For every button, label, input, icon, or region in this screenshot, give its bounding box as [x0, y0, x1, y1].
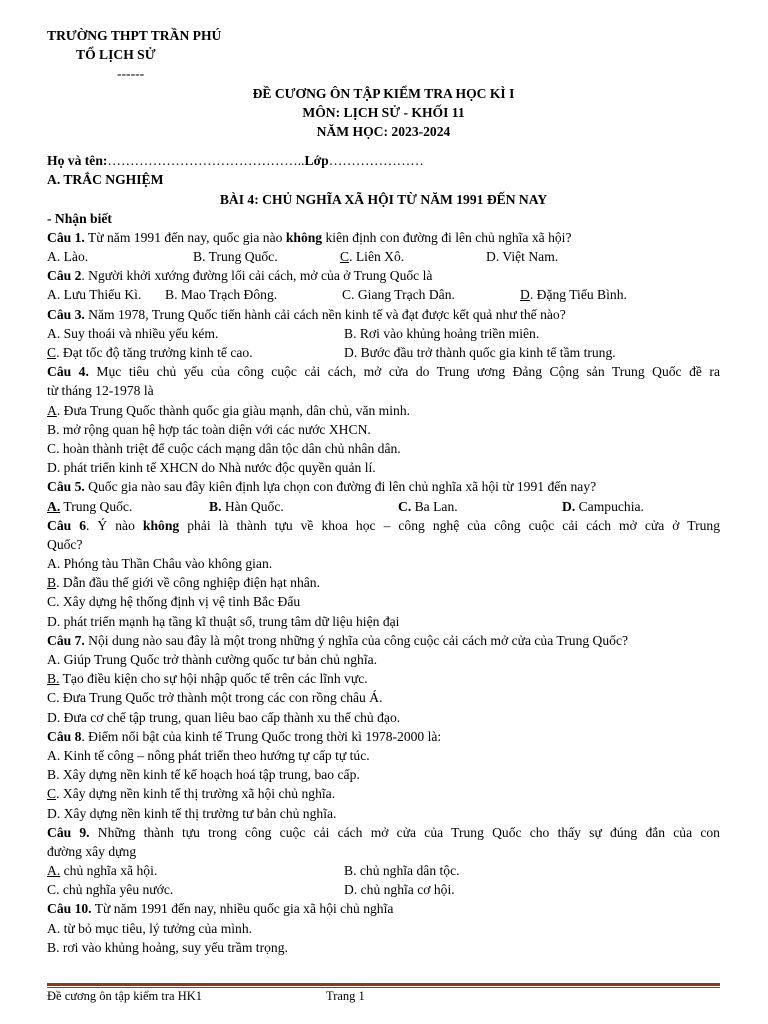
answer-letter: A — [47, 402, 57, 418]
option-a: A. Kinh tế công – nông phát triển theo hướng tự cấp tự túc. — [47, 747, 370, 763]
option-letter: B. — [209, 498, 222, 514]
page-number: Trang 1 — [326, 989, 365, 1003]
question-text: . Điểm nổi bật của kinh tế Trung Quốc trong thời kì 1978-2000 là: — [81, 728, 442, 744]
option-c: C. Đưa Trung Quốc trở thành một trong các con rồng châu Á. — [47, 690, 383, 706]
option-b: B. Rơi vào khủng hoảng triền miên. — [344, 325, 540, 341]
answer-letter: C — [340, 249, 350, 265]
option-d: D. Bước đầu trở thành quốc gia kinh tế tầm trung. — [344, 345, 616, 360]
question-10 — [47, 899, 720, 918]
answer-letter: A. — [47, 863, 61, 879]
school-name: TRƯỜNG THPT TRẦN PHÚ — [47, 28, 222, 43]
question-text: . Người khởi xướng đường lối cải cách, mở của ở Trung Quốc là — [81, 268, 433, 284]
question-label: Câu 4. — [47, 364, 89, 380]
option-d: D. chủ nghĩa cơ hội. — [344, 882, 455, 898]
question-4-continued: từ tháng 12-1978 là — [47, 383, 154, 399]
question-text: Quốc gia nào sau đây kiên định lựa chọn con đường đi lên chủ nghĩa xã hội từ 1991 đến nay? — [84, 479, 597, 495]
option-a — [47, 497, 132, 516]
question-label: Câu 1. — [47, 229, 85, 245]
department-name: TỔ LỊCH SỬ — [76, 47, 156, 63]
question-7 — [47, 631, 720, 650]
question-9-options-cd — [47, 880, 720, 899]
option-b: B. mở rộng quan hệ hợp tác toàn diện với các nước XHCN. — [47, 421, 371, 437]
footer-title: Đề cương ôn tập kiểm tra HK1 — [47, 989, 203, 1003]
option-text: Ba Lan. — [411, 498, 458, 514]
option-d — [562, 497, 644, 516]
question-text: Mục tiêu chủ yếu của công cuộc cải cách, mở cửa do Trung ương Đảng Cộng sản Trung Quốc đề ra — [88, 364, 720, 380]
question-1-options — [47, 247, 720, 266]
section-heading: A. TRẮC NGHIỆM — [47, 172, 164, 188]
answer-letter: B — [47, 575, 57, 591]
document-title: ĐỀ CƯƠNG ÔN TẬP KIỂM TRA HỌC KÌ I — [252, 85, 515, 101]
option-text: Hàn Quốc. — [221, 498, 284, 514]
question-label: Câu 8 — [47, 728, 82, 744]
option-text: Trung Quốc. — [60, 498, 133, 514]
option-text: . Xây dựng nền kinh tế thị trường xã hội chủ nghĩa. — [56, 786, 336, 802]
option-a: A. Suy thoái và nhiều yếu kém. — [47, 325, 219, 341]
question-text: Năm 1978, Trung Quốc tiến hành cải cách nền kinh tế và đạt được kết quả như thế nào? — [84, 306, 566, 322]
option-a — [47, 861, 157, 880]
question-5-options — [47, 497, 720, 516]
answer-letter: A. — [47, 498, 61, 514]
answer-letter: B. — [47, 671, 60, 687]
question-emphasis: không — [285, 229, 323, 245]
question-3-options-ab — [47, 324, 720, 343]
option-d: D. Việt Nam. — [486, 249, 559, 265]
answer-letter: C — [47, 345, 57, 360]
name-blank: …………………………………….. — [107, 153, 305, 169]
option-b — [47, 669, 720, 688]
class-blank: ………………… — [328, 153, 424, 169]
option-d: D. Đưa cơ chế tập trung, quan liêu bao cấp thành xu thế chủ đạo. — [47, 709, 401, 725]
option-c — [47, 784, 720, 803]
question-4 — [47, 362, 720, 381]
class-label: Lớp — [304, 153, 329, 169]
question-text: . Ý nào — [86, 517, 143, 533]
question-text: Nội dung nào sau đây là một trong những ý nghĩa của công cuộc cải cách mở cửa của Trung Quốc? — [84, 632, 629, 648]
option-text: . Đạt tốc độ tăng trưởng kinh tế cao. — [56, 345, 253, 360]
question-text: Từ năm 1991 đến nay, nhiều quốc gia xã hội chủ nghĩa — [91, 901, 394, 917]
question-8 — [47, 727, 720, 746]
option-a: A. Phóng tàu Thần Châu vào không gian. — [47, 556, 273, 572]
question-9-options-ab — [47, 861, 720, 880]
name-label: Họ và tên: — [47, 153, 108, 169]
question-9 — [47, 823, 720, 842]
option-a: A. Lào. — [47, 249, 89, 265]
option-b: B. Xây dựng nền kinh tế kế hoạch hoá tập trung, bao cấp. — [47, 767, 360, 783]
spacer — [47, 141, 720, 151]
option-text: chủ nghĩa xã hội. — [60, 863, 158, 879]
option-b: B. chủ nghĩa dân tộc. — [344, 863, 460, 879]
question-text: Những thành tựu trong công cuộc cải cách mở cửa của Trung Quốc cho thấy sự đúng đắn của con — [89, 824, 720, 840]
header-divider: ------ — [117, 66, 145, 82]
option-text: Campuchia. — [575, 498, 644, 514]
question-label: Câu 5. — [47, 479, 85, 495]
option-letter: D. — [562, 498, 576, 514]
question-text: phải là thành tựu về khoa học – công nghệ của công cuộc cải cách mở cửa ở Trung — [179, 517, 720, 533]
question-2-options — [47, 285, 720, 304]
option-c: C. hoàn thành triệt để cuộc cách mạng dân tộc dân chủ nhân dân. — [47, 440, 401, 456]
option-c: C. chủ nghĩa yêu nước. — [47, 882, 174, 898]
question-2 — [47, 266, 720, 285]
question-6 — [47, 516, 720, 535]
option-c: C. Giang Trạch Dân. — [342, 287, 455, 303]
option-text: Tạo điều kiện cho sự hội nhập quốc tế trên các lĩnh vực. — [59, 671, 368, 687]
question-3-options-cd — [47, 343, 720, 362]
option-text: . Đưa Trung Quốc thành quốc gia giàu mạnh, dân chủ, văn minh. — [56, 402, 411, 418]
question-9-continued: đường xây dựng — [47, 843, 137, 859]
question-3 — [47, 305, 720, 324]
option-a: A. Giúp Trung Quốc trở thành cường quốc tư bản chủ nghĩa. — [47, 652, 378, 667]
option-b: B. rơi vào khủng hoảng, suy yếu trầm trọng. — [47, 939, 288, 955]
option-b: B. Mao Trạch Đông. — [165, 287, 278, 303]
option-c — [47, 343, 253, 362]
question-emphasis: không — [142, 517, 180, 533]
question-label: Câu 10. — [47, 901, 92, 917]
subject-line: MÔN: LỊCH SỬ - KHỐI 11 — [302, 104, 465, 120]
option-d: D. phát triển kinh tế XHCN do Nhà nước độc quyền quản lí. — [47, 460, 376, 476]
lesson-title: BÀI 4: CHỦ NGHĨA XÃ HỘI TỪ NĂM 1991 ĐẾN NAY — [219, 191, 548, 207]
school-year-line: NĂM HỌC: 2023-2024 — [316, 123, 451, 139]
question-5 — [47, 477, 720, 496]
option-a: A. từ bỏ mục tiêu, lý tưởng của mình. — [47, 920, 253, 936]
option-text: . Đặng Tiểu Bình. — [529, 287, 627, 303]
option-text: . Dẫn đầu thế giới về công nghiệp điện hạt nhân. — [56, 575, 320, 591]
document-page — [47, 26, 720, 957]
option-letter: C. — [398, 498, 412, 514]
option-b — [47, 573, 720, 592]
option-d — [520, 285, 627, 304]
question-label: Câu 3. — [47, 306, 85, 322]
option-c: C. Xây dựng hệ thống định vị vệ tinh Bắc Đẩu — [47, 594, 301, 610]
option-a — [47, 401, 720, 420]
answer-letter: D — [520, 287, 530, 303]
question-label: Câu 7. — [47, 632, 85, 648]
question-6-continued: Quốc? — [47, 536, 83, 552]
question-text: kiên định con đường đi lên chủ nghĩa xã hội? — [322, 229, 572, 245]
answer-letter: C — [47, 786, 57, 802]
question-label: Câu 9. — [47, 824, 90, 840]
option-text: . Liên Xô. — [349, 249, 405, 265]
option-a: A. Lưu Thiếu Kì. — [47, 287, 142, 303]
option-c — [398, 497, 458, 516]
question-1 — [47, 228, 720, 247]
footer-rule-thick — [47, 983, 720, 986]
question-text: Từ năm 1991 đến nay, quốc gia nào — [84, 229, 286, 245]
level-heading: - Nhận biết — [47, 210, 112, 226]
option-d: D. Xây dựng nền kinh tế thị trường tư bản chủ nghĩa. — [47, 805, 337, 821]
option-d: D. phát triển mạnh hạ tầng kĩ thuật số, trung tâm dữ liệu hiện đại — [47, 613, 400, 629]
option-b — [209, 497, 284, 516]
question-label: Câu 6 — [47, 517, 86, 533]
student-info-line — [47, 151, 720, 170]
question-label: Câu 2 — [47, 268, 82, 284]
option-b: B. Trung Quốc. — [193, 249, 278, 265]
option-c — [340, 247, 404, 266]
